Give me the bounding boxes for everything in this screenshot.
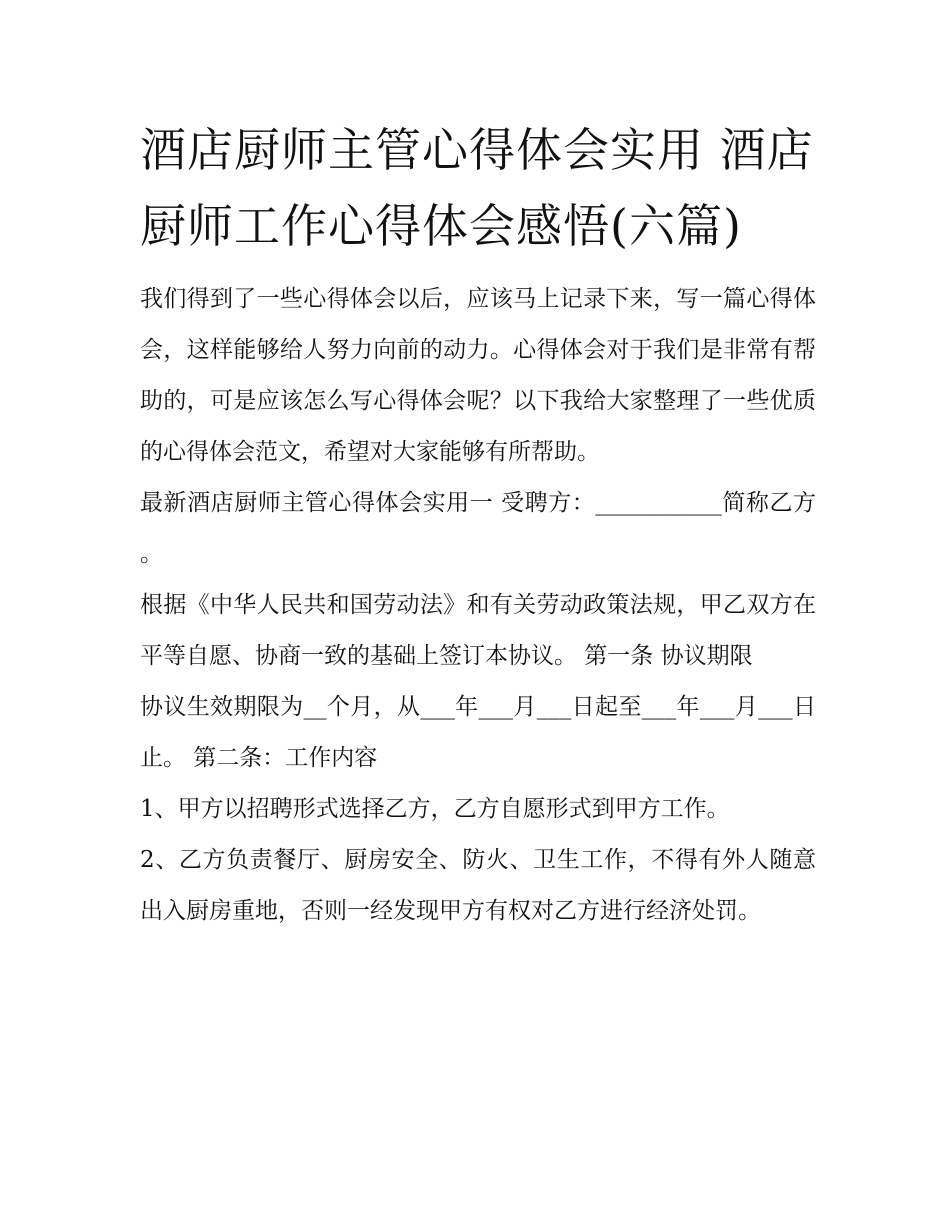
clause-1-paragraph: 1、甲方以招聘形式选择乙方，乙方自愿形式到甲方工作。 — [140, 796, 730, 822]
employee-paragraph: 最新酒店厨师主管心得体会实用一 受聘方：___________简称乙方 。 — [140, 490, 816, 567]
intro-paragraph: 我们得到了一些心得体会以后，应该马上记录下来，写一篇心得体会，这样能够给人努力向前的动力。心得体会对于我们是非常有帮助的，可是应该怎么写心得体会呢？以下我给大家整理了一些优质的心得体会范文，希望对大家能够有所帮助。 — [140, 286, 816, 465]
basis-paragraph: 根据《中华人民共和国劳动法》和有关劳动政策法规，甲乙双方在平等自愿、协商一致的基础上签订本协议。 第一条 协议期限 — [140, 592, 816, 669]
document-page — [140, 112, 816, 937]
term-paragraph: 协议生效期限为__个月，从___年___月___日起至___年___月___日止。 第二条：工作内容 — [140, 694, 816, 771]
document-title: 酒店厨师主管心得体会实用 酒店厨师工作心得体会感悟(六篇) — [140, 123, 814, 253]
clause-2-paragraph: 2、乙方负责餐厅、厨房安全、防火、卫生工作，不得有外人随意出入厨房重地，否则一经发现甲方有权对乙方进行经济处罚。 — [140, 847, 816, 924]
